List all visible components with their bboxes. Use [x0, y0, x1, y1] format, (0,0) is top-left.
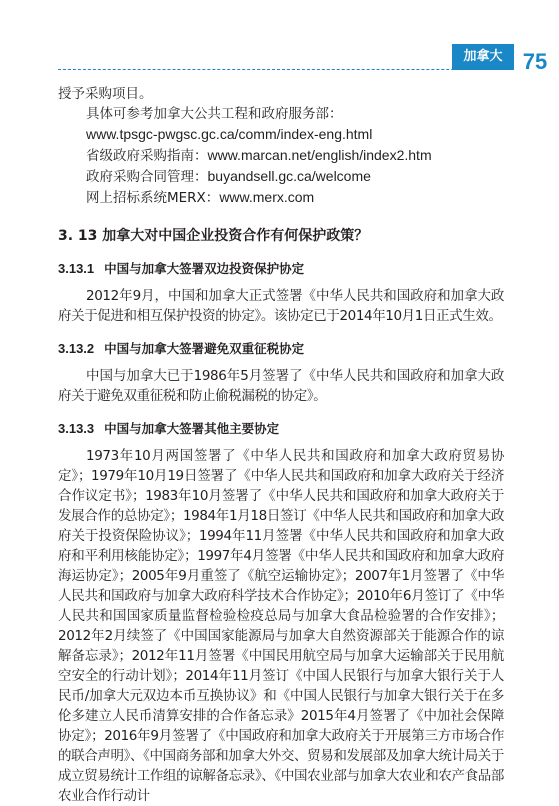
subsection-number: 3.13.3 — [58, 421, 95, 436]
subsection-paragraph: 2012年9月，中国和加拿大正式签署《中华人民共和国政府和加拿大政府关于促进和相互保护投资的协定》。该协定已于2014年10月1日正式生效。 — [58, 288, 504, 324]
subsection-number: 3.13.2 — [58, 341, 95, 356]
subsection-heading — [58, 260, 504, 278]
reference-label: 网上招标系统MERX： — [86, 190, 220, 206]
section-title: 加拿大对中国企业投资合作有何保护政策？ — [102, 228, 369, 244]
reference-item — [86, 187, 504, 208]
subsection-title: 中国与加拿大签署双边投资保护协定 — [104, 261, 305, 276]
subsection-title: 中国与加拿大签署避免双重征税协定 — [104, 341, 305, 356]
subsection-paragraph: 中国与加拿大已于1986年5月签署了《中华人民共和国政府和加拿大政府关于避免双重征税和防止偷税漏税的协定》。 — [58, 368, 504, 404]
subsection-heading — [58, 420, 504, 438]
section-number: 3. 13 — [58, 228, 98, 244]
section-tab-label: 加拿大 — [463, 49, 503, 64]
reference-item — [86, 145, 504, 166]
reference-url[interactable]: buyandsell.gc.ca/welcome — [207, 168, 371, 184]
section-tab — [452, 44, 514, 70]
section-heading — [58, 226, 504, 246]
reference-label: 政府采购合同管理： — [86, 169, 208, 185]
reference-url[interactable]: www.tpsgc-pwgsc.gc.ca/comm/index-eng.html — [86, 126, 373, 142]
subsection-title: 中国与加拿大签署其他主要协定 — [104, 421, 280, 436]
reference-url[interactable]: www.merx.com — [219, 189, 315, 205]
reference-url[interactable]: www.marcan.net/english/index2.htm — [207, 147, 432, 163]
page-number: 75 — [522, 49, 548, 74]
reference-item — [86, 166, 504, 187]
subsection-paragraph: 1973年10月两国签署了《中华人民共和国政府和加拿大政府贸易协定》；1979年10月19日签署了《中华人民共和国政府和加拿大政府关于经济合作议定书》；1983年10月签署了《中华人民共和国政府和加拿大政府关于发展合作的总协定》；1984年1月18日签订《中华人民共和国政府和加拿大政府关于投资保险协议》；1994年11月签署《中华人民共和国政府和加拿大政府和平利用核能协定》；1997年4月签署《中华人民共和国政府和加拿大政府海运协定》；2005年9月重签了《航空运输协定》；2007年1月签署了《中华人民共和国政府与加拿大政府科学技术合作协定》；2010年6月签订了《中华人民共和国国家质量监督检验检疫总局与加拿大食品检验署的合作安排》；2012年2月续签了《中国国家能源局与加拿大自然资源部关于能源合作的谅解备忘录》；2012年11月签署《中国民用航空局与加拿大运输部关于民用航空安全的行动计划》；2014年11月签订《中国人民银行与加拿大银行关于人民币/加拿大元双边本币互换协议》和《中国人民银行与加拿大银行关于在多伦多建立人民币清算安排的合作备忘录》2015年4月签署了《中加社会保障协定》；2016年9月签署了《中国政府和加拿大政府关于开展第三方市场合作的联合声明》、《中国商务部和加拿大外交、贸易和发展部及加拿大统计局关于成立贸易统计工作组的谅解备忘录》、《中国农业部与加拿大农业和农产食品部农业合作行动计 — [58, 448, 504, 804]
intro-paragraph: 授予采购项目。 — [58, 86, 153, 102]
reference-list — [58, 104, 504, 208]
reference-lead: 具体可参考加拿大公共工程和政府服务部： — [86, 106, 343, 122]
reference-label: 省级政府采购指南： — [86, 148, 208, 164]
header-divider — [58, 69, 514, 70]
page-content — [58, 84, 504, 806]
subsection-heading — [58, 340, 504, 358]
subsection-number: 3.13.1 — [58, 261, 95, 276]
reference-item — [86, 124, 504, 145]
